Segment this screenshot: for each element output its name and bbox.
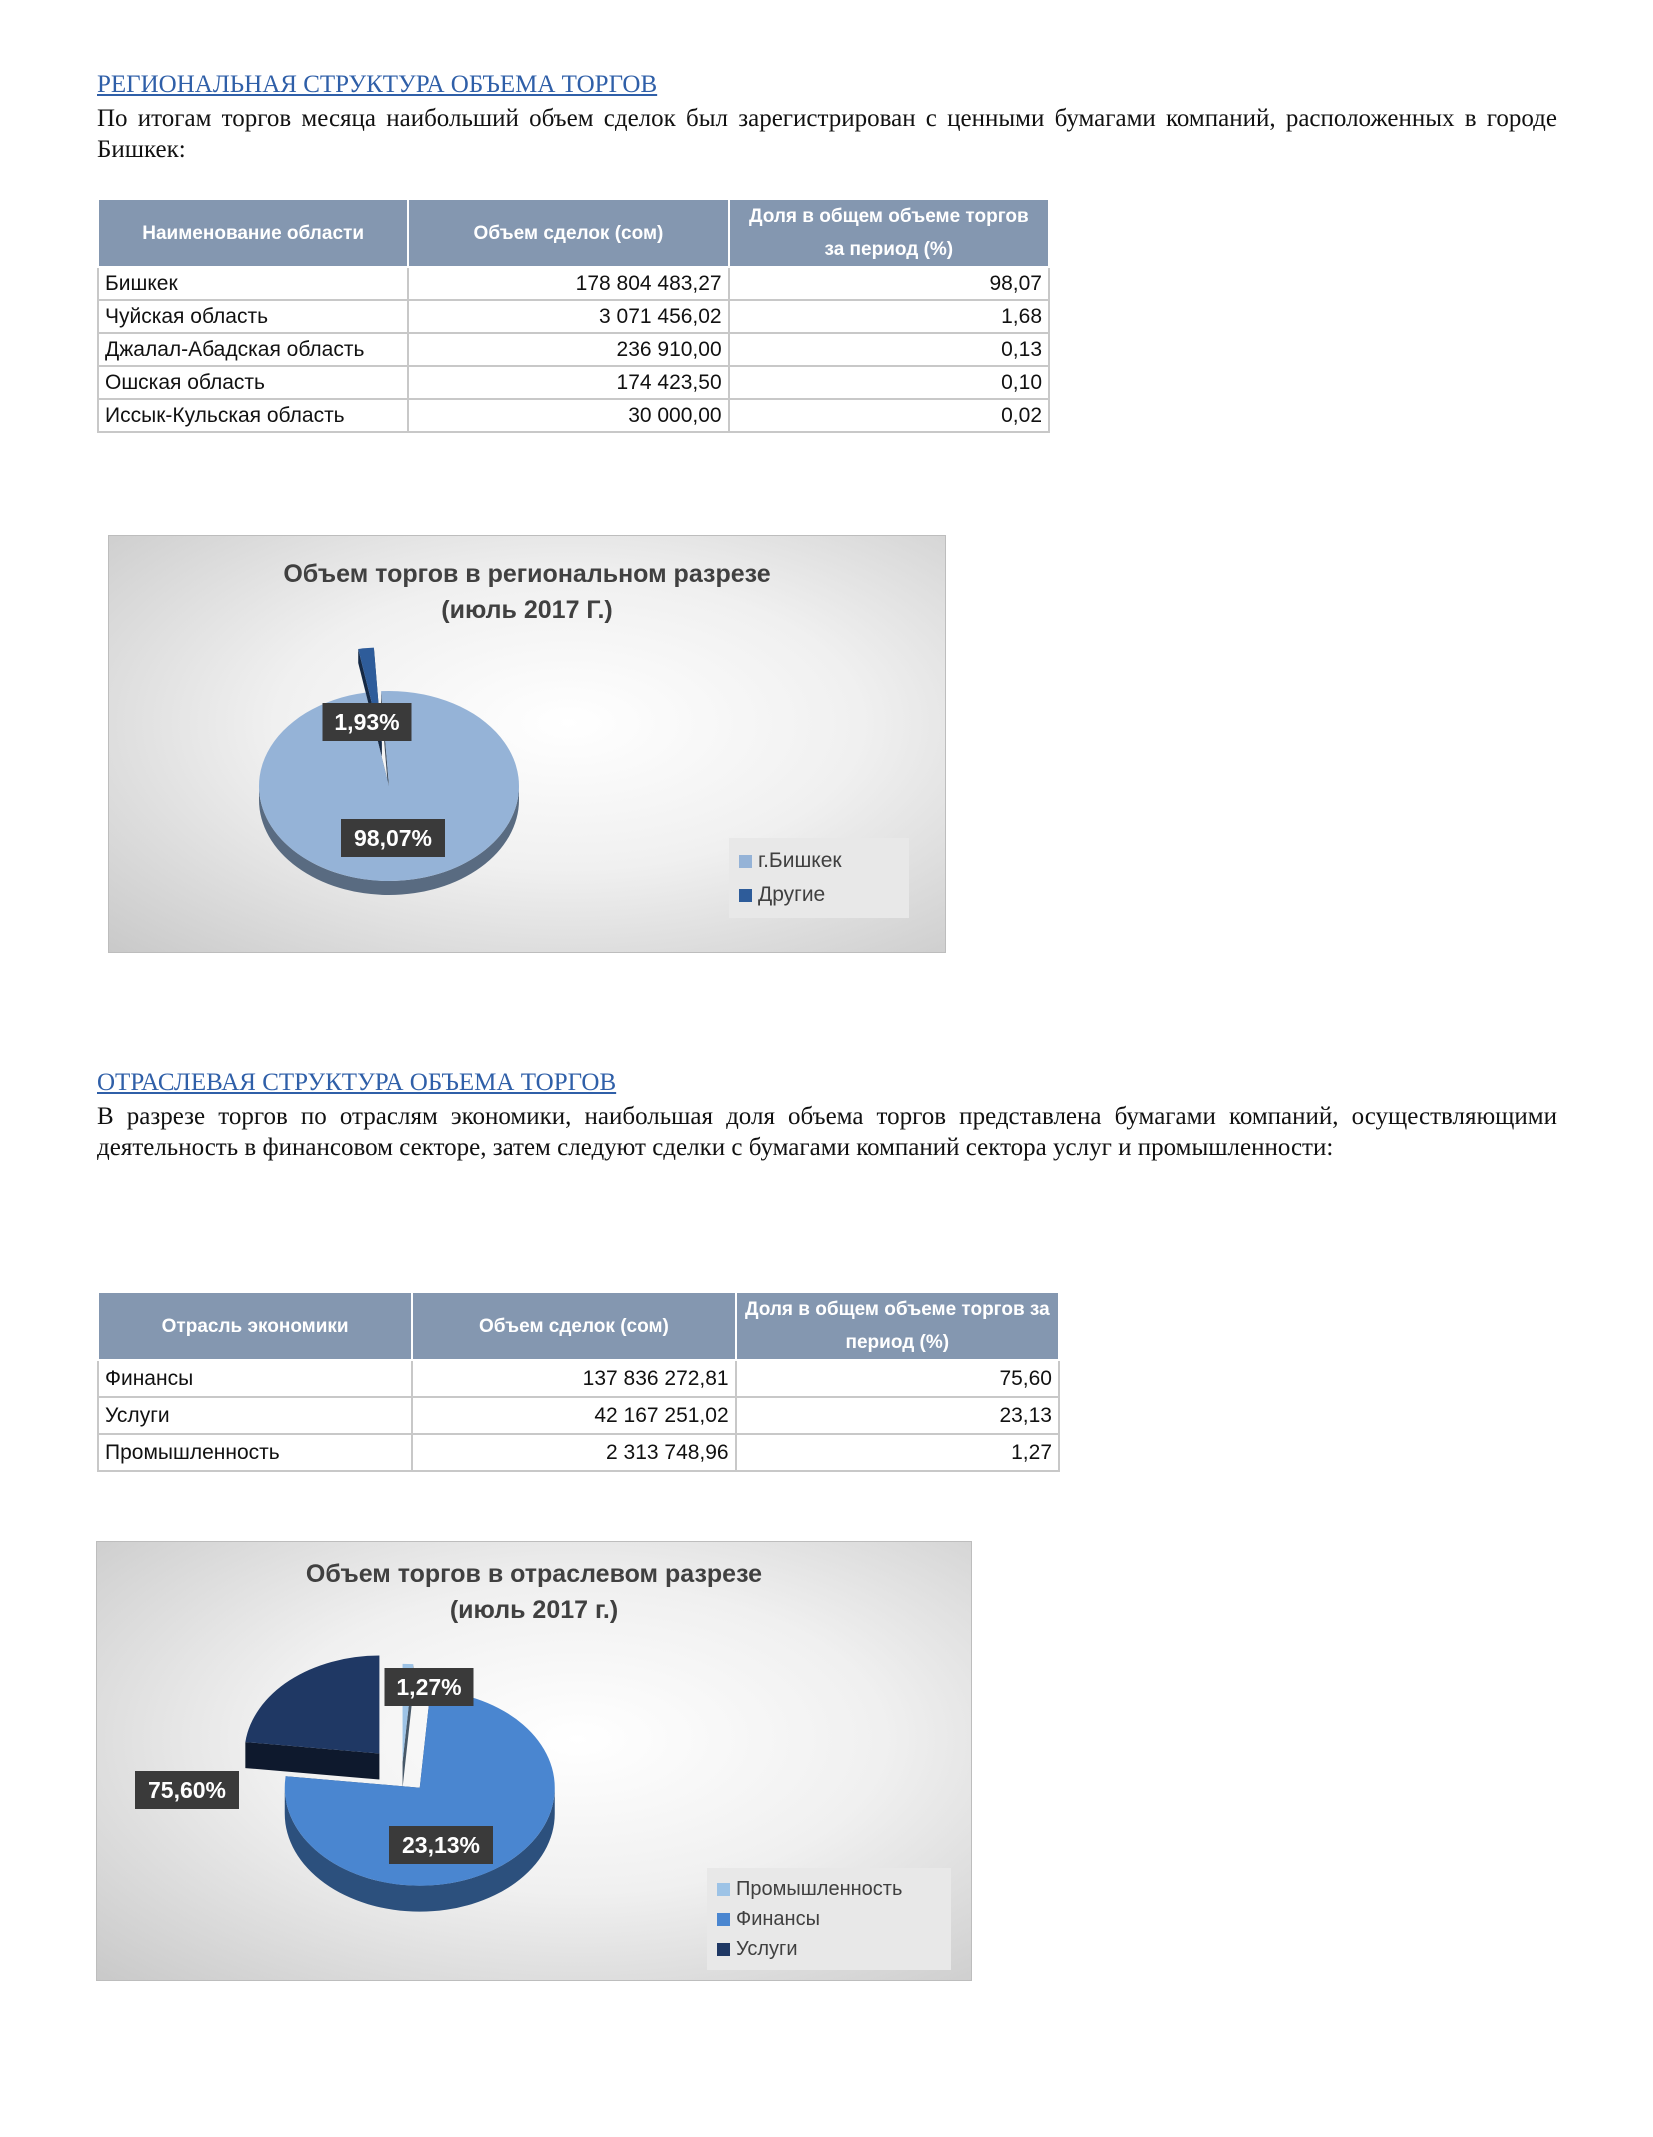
chart-title-line: Объем торгов в региональном разрезе	[283, 560, 771, 588]
chart-subtitle-line: (июль 2017 Г.)	[441, 596, 613, 624]
share-percent: 0,02	[729, 399, 1049, 432]
legend-swatch	[717, 1943, 730, 1956]
data-label	[323, 703, 412, 741]
share-percent: 0,10	[729, 366, 1049, 399]
regional-pie-chart	[108, 535, 946, 953]
regional-section-heading: РЕГИОНАЛЬНАЯ СТРУКТУРА ОБЪЕМА ТОРГОВ	[97, 71, 658, 98]
chart-legend	[707, 1868, 951, 1970]
trade-volume: 174 423,50	[408, 366, 728, 399]
industry-name: Услуги	[98, 1397, 412, 1434]
data-label-text: 1,93%	[334, 709, 400, 735]
regional-paragraph: По итогам торгов месяца наибольший объем сделок был зарегистрирован с ценными бумагами компаний, расположенных в городе Бишкек:	[97, 105, 1557, 163]
data-label-text: 75,60%	[147, 1777, 227, 1803]
chart-legend	[729, 838, 909, 918]
legend-label: Услуги	[736, 1937, 798, 1960]
table-header-row	[98, 1292, 1059, 1360]
region-name: Чуйская область	[98, 300, 408, 333]
trade-volume: 137 836 272,81	[412, 1360, 735, 1397]
legend-swatch	[739, 889, 752, 902]
legend-item	[717, 1904, 941, 1934]
share-percent: 98,07	[729, 267, 1049, 300]
legend-swatch	[717, 1913, 730, 1926]
share-percent: 1,68	[729, 300, 1049, 333]
trade-volume: 3 071 456,02	[408, 300, 728, 333]
table-row	[98, 1434, 1059, 1471]
column-header: Отрасль экономики	[98, 1292, 412, 1360]
regional-table	[97, 198, 1050, 433]
data-label	[385, 1668, 474, 1706]
trade-volume: 42 167 251,02	[412, 1397, 735, 1434]
region-name: Джалал-Абадская область	[98, 333, 408, 366]
legend-item	[739, 844, 899, 878]
legend-item	[717, 1934, 941, 1964]
legend-item	[739, 878, 899, 912]
industry-table	[97, 1291, 1060, 1472]
legend-item	[717, 1874, 941, 1904]
legend-label: Финансы	[736, 1907, 820, 1930]
legend-label: Другие	[758, 883, 826, 906]
chart-subtitle-line: (июль 2017 г.)	[449, 1596, 619, 1624]
industry-paragraph: В разрезе торгов по отраслям экономики, наибольшая доля объема торгов представлена бумагами компаний, осуществляющими деятельность в финансовом секторе, затем следуют сделки с бумагами компаний сектора услуг и промышленности:	[97, 1103, 1557, 1161]
industry-name: Финансы	[98, 1360, 412, 1397]
column-header: Объем сделок (сом)	[408, 199, 728, 267]
industry-name: Промышленность	[98, 1434, 412, 1471]
column-header: Наименование области	[98, 199, 408, 267]
data-label	[341, 819, 445, 857]
trade-volume: 236 910,00	[408, 333, 728, 366]
data-label-text: 98,07%	[353, 825, 433, 851]
column-header: Доля в общем объеме торгов за период (%)	[736, 1292, 1059, 1360]
share-percent: 75,60	[736, 1360, 1059, 1397]
table-row	[98, 267, 1049, 300]
column-header: Доля в общем объеме торгов за период (%)	[729, 199, 1049, 267]
table-row	[98, 333, 1049, 366]
region-name: Иссык-Кульская область	[98, 399, 408, 432]
industry-pie-chart	[96, 1541, 972, 1981]
data-label-text: 1,27%	[396, 1674, 462, 1700]
pie-slice	[245, 1656, 379, 1754]
column-header: Объем сделок (сом)	[412, 1292, 735, 1360]
share-percent: 23,13	[736, 1397, 1059, 1434]
table-header-row	[98, 199, 1049, 267]
trade-volume: 178 804 483,27	[408, 267, 728, 300]
legend-swatch	[717, 1883, 730, 1896]
region-name: Ошская область	[98, 366, 408, 399]
table-row	[98, 399, 1049, 432]
table-row	[98, 366, 1049, 399]
legend-swatch	[739, 855, 752, 868]
legend-label: Промышленность	[736, 1877, 903, 1900]
legend-label: г.Бишкек	[758, 849, 842, 872]
table-row	[98, 1397, 1059, 1434]
trade-volume: 2 313 748,96	[412, 1434, 735, 1471]
table-row	[98, 300, 1049, 333]
data-label-text: 23,13%	[401, 1832, 481, 1858]
chart-title-line: Объем торгов в отраслевом разрезе	[305, 1560, 763, 1588]
trade-volume: 30 000,00	[408, 399, 728, 432]
share-percent: 1,27	[736, 1434, 1059, 1471]
region-name: Бишкек	[98, 267, 408, 300]
industry-section-heading: ОТРАСЛЕВАЯ СТРУКТУРА ОБЪЕМА ТОРГОВ	[97, 1069, 617, 1096]
data-label	[389, 1826, 493, 1864]
table-row	[98, 1360, 1059, 1397]
data-label	[135, 1771, 239, 1809]
share-percent: 0,13	[729, 333, 1049, 366]
